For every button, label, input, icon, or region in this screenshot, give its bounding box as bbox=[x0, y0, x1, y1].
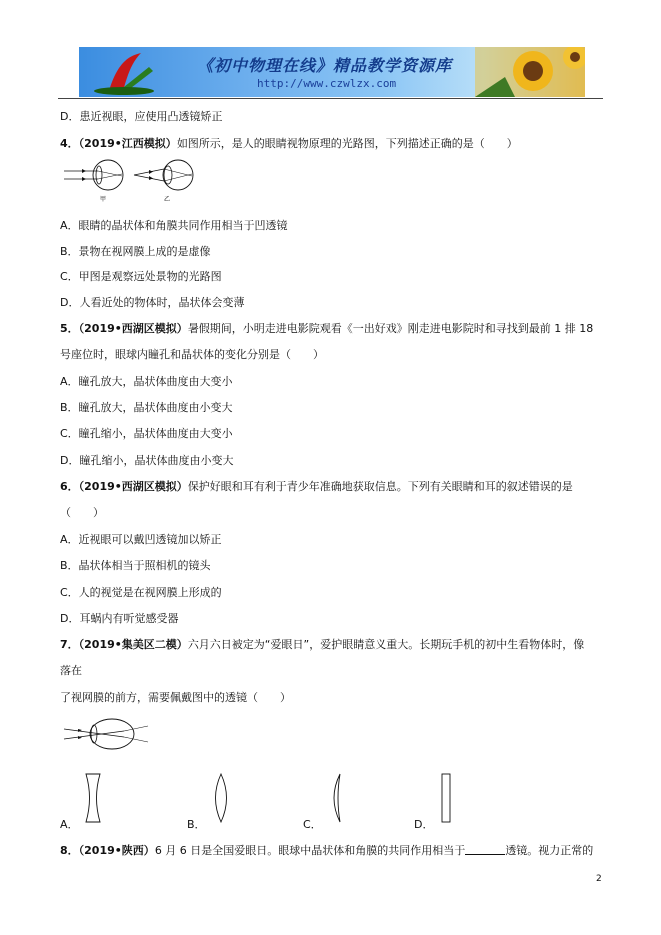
answer-blank[interactable] bbox=[465, 844, 505, 855]
question-text: 保护好眼和耳有利于青少年准确地获取信息。下列有关眼睛和耳的叙述错误的是 bbox=[187, 480, 573, 493]
q6-option-c: C．人的视觉是在视网膜上形成的 bbox=[60, 586, 222, 599]
diagram-label-yi: 乙 bbox=[164, 196, 171, 203]
header-banner bbox=[79, 47, 585, 97]
question-text-cont: 透镜。视力正常的 bbox=[505, 844, 594, 857]
question-source: （2019•陕西） bbox=[78, 844, 155, 857]
concave-lens-icon bbox=[83, 772, 103, 824]
question-source: （2019•江西模拟） bbox=[78, 137, 177, 150]
question-6 bbox=[60, 478, 573, 494]
q5-option-b: B．瞳孔放大，晶状体曲度由小变大 bbox=[60, 401, 233, 414]
site-logo-icon bbox=[79, 47, 169, 97]
q7-option-b: B． bbox=[187, 818, 206, 831]
question-4 bbox=[60, 135, 518, 151]
question-number: 5． bbox=[60, 322, 79, 335]
question-6-cont: （ ） bbox=[60, 506, 104, 519]
eye-diagram-myopia bbox=[64, 716, 156, 752]
banner-title: 《初中物理在线》精品教学资源库 bbox=[197, 56, 453, 75]
question-text: 六月六日被定为“爱眼日”，爱护眼睛意义重大。长期玩手机的初中生看物体时，像 bbox=[187, 638, 585, 651]
question-number: 8． bbox=[60, 844, 79, 857]
question-text: 如图所示，是人的眼睛视物原理的光路图，下列描述正确的是（ ） bbox=[176, 137, 518, 150]
eye-ray-diagram-jia bbox=[64, 157, 130, 203]
question-number: 7． bbox=[60, 638, 79, 651]
q3-option-d: D．患近视眼，应使用凸透镜矫正 bbox=[60, 110, 223, 123]
question-source: （2019•西湖区模拟） bbox=[78, 480, 188, 493]
sunflower-icon bbox=[475, 47, 585, 97]
glass-plate-icon bbox=[438, 772, 454, 824]
page-number: 2 bbox=[596, 874, 602, 884]
question-source: （2019•集美区二模） bbox=[78, 638, 188, 651]
question-5-cont: 号座位时，眼球内瞳孔和晶状体的变化分别是（ ） bbox=[60, 348, 324, 361]
meniscus-lens-icon bbox=[326, 772, 348, 824]
q6-option-d: D．耳蜗内有听觉感受器 bbox=[60, 612, 179, 625]
question-5 bbox=[60, 320, 593, 336]
diagram-label-jia: 甲 bbox=[100, 196, 107, 203]
question-number: 4． bbox=[60, 137, 79, 150]
q5-option-d: D．瞳孔缩小，晶状体曲度由小变大 bbox=[60, 454, 234, 467]
q5-option-a: A．瞳孔放大，晶状体曲度由大变小 bbox=[60, 375, 233, 388]
question-7 bbox=[60, 636, 584, 652]
q4-option-b: B．景物在视网膜上成的是虚像 bbox=[60, 245, 211, 258]
q4-option-d: D．人看近处的物体时，晶状体会变薄 bbox=[60, 296, 245, 309]
question-number: 6． bbox=[60, 480, 79, 493]
q4-option-c: C．甲图是观察远处景物的光路图 bbox=[60, 270, 222, 283]
header-rule bbox=[58, 98, 603, 99]
convex-lens-icon bbox=[210, 772, 232, 824]
q6-option-b: B．晶状体相当于照相机的镜头 bbox=[60, 559, 211, 572]
q7-option-c: C． bbox=[303, 818, 322, 831]
q6-option-a: A．近视眼可以戴凹透镜加以矫正 bbox=[60, 533, 222, 546]
banner-url[interactable]: http://www.czwlzx.com bbox=[257, 77, 397, 90]
question-text: 6 月 6 日是全国爱眼日。眼球中晶状体和角膜的共同作用相当于 bbox=[154, 844, 466, 857]
question-source: （2019•西湖区模拟） bbox=[78, 322, 188, 335]
eye-ray-diagram-yi bbox=[134, 157, 200, 203]
question-7-cont-2: 了视网膜的前方，需要佩戴图中的透镜（ ） bbox=[60, 691, 291, 704]
q7-option-a: A． bbox=[60, 818, 79, 831]
q7-option-d: D． bbox=[414, 818, 434, 831]
question-8 bbox=[60, 842, 593, 858]
q5-option-c: C．瞳孔缩小，晶状体曲度由大变小 bbox=[60, 427, 233, 440]
question-7-cont: 落在 bbox=[60, 664, 82, 677]
q4-option-a: A．眼睛的晶状体和角膜共同作用相当于凹透镜 bbox=[60, 219, 288, 232]
question-text: 暑假期间，小明走进电影院观看《一出好戏》刚走进电影院时和寻找到最前 1 排 18 bbox=[187, 322, 594, 335]
